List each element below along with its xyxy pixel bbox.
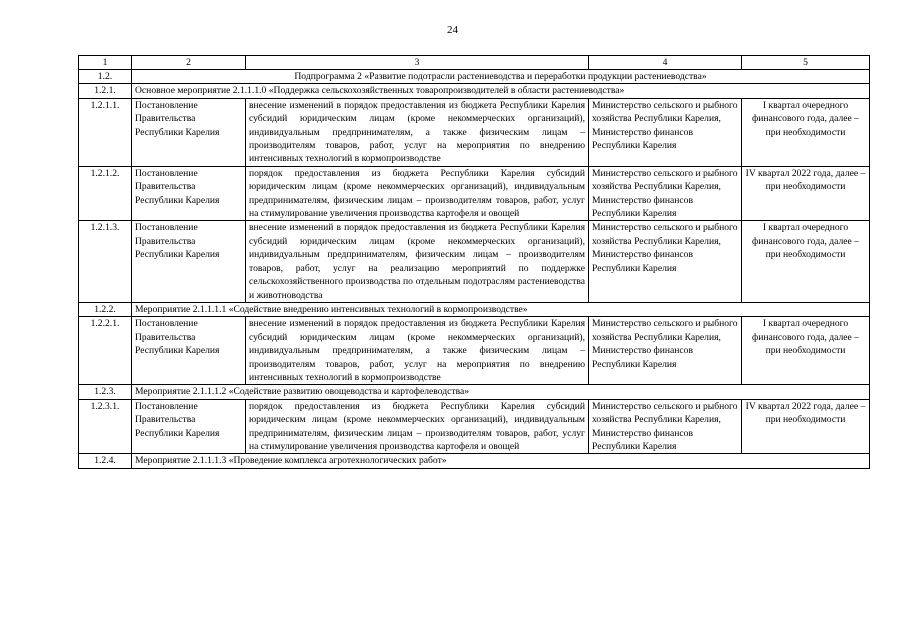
row-number: 1.2.1.1. [79, 98, 132, 166]
section-title: Мероприятие 2.1.1.1.3 «Проведение комплекса агротехнологических работ» [132, 454, 870, 468]
plan-table-body [79, 56, 870, 469]
row-number: 1.2.3.1. [79, 399, 132, 454]
item-row [79, 399, 870, 454]
document-type: Постановление Правительства Республики Карелия [132, 221, 246, 302]
document-type: Постановление Правительства Республики Карелия [132, 317, 246, 385]
deadline: I квартал очередного финансового года, далее – при необходимости [742, 221, 870, 302]
column-number: 1 [79, 56, 132, 70]
section-title: Основное мероприятие 2.1.1.1.0 «Поддержка сельскохозяйственных товаропроизводителей в области растениеводства» [132, 84, 870, 98]
row-number: 1.2.1.2. [79, 166, 132, 221]
column-number: 3 [246, 56, 589, 70]
act-content: внесение изменений в порядок предоставления из бюджета Республики Карелия субсидий юридическим лицам (кроме некоммерческих организаций), индивидуальным предпринимателям, физическим лицам – производителям товаров, работ, услуг на реализацию мероприятий по поддержке сельскохозяйственного производства по отдельным подотраслям растениеводства и животноводства [246, 221, 589, 302]
document-type: Постановление Правительства Республики Карелия [132, 166, 246, 221]
responsible-executors: Министерство сельского и рыбного хозяйства Республики Карелия, Министерство финансов Республики Карелия [589, 317, 742, 385]
act-content: порядок предоставления из бюджета Республики Карелия субсидий юридическим лицам (кроме некоммерческих организаций), индивидуальным предпринимателям, физическим лицам – производителям товаров, работ, услуг на стимулирование увеличения производства картофеля и овощей [246, 166, 589, 221]
column-number: 5 [742, 56, 870, 70]
section-row [79, 84, 870, 98]
document-type: Постановление Правительства Республики Карелия [132, 98, 246, 166]
section-row [79, 70, 870, 84]
row-number: 1.2. [79, 70, 132, 84]
row-number: 1.2.2. [79, 302, 132, 316]
responsible-executors: Министерство сельского и рыбного хозяйства Республики Карелия, Министерство финансов Республики Карелия [589, 221, 742, 302]
row-number: 1.2.4. [79, 454, 132, 468]
deadline: I квартал очередного финансового года, далее – при необходимости [742, 98, 870, 166]
section-row [79, 385, 870, 399]
section-title: Мероприятие 2.1.1.1.1 «Содействие внедрению интенсивных технологий в кормопроизводстве» [132, 302, 870, 316]
deadline: IV квартал 2022 года, далее – при необходимости [742, 399, 870, 454]
row-number: 1.2.2.1. [79, 317, 132, 385]
row-number: 1.2.3. [79, 385, 132, 399]
row-number: 1.2.1.3. [79, 221, 132, 302]
item-row [79, 166, 870, 221]
responsible-executors: Министерство сельского и рыбного хозяйства Республики Карелия, Министерство финансов Республики Карелия [589, 98, 742, 166]
deadline: IV квартал 2022 года, далее – при необходимости [742, 166, 870, 221]
item-row [79, 221, 870, 302]
deadline: I квартал очередного финансового года, далее – при необходимости [742, 317, 870, 385]
section-title: Подпрограмма 2 «Развитие подотрасли растениеводства и переработки продукции растениеводства» [132, 70, 870, 84]
document-type: Постановление Правительства Республики Карелия [132, 399, 246, 454]
section-row [79, 302, 870, 316]
responsible-executors: Министерство сельского и рыбного хозяйства Республики Карелия, Министерство финансов Республики Карелия [589, 166, 742, 221]
act-content: порядок предоставления из бюджета Республики Карелия субсидий юридическим лицам (кроме некоммерческих организаций), индивидуальным предпринимателям, физическим лицам – производителям товаров, работ, услуг на стимулирование увеличения производства картофеля и овощей [246, 399, 589, 454]
page-number: 24 [447, 24, 458, 36]
column-number-row [79, 56, 870, 70]
responsible-executors: Министерство сельского и рыбного хозяйства Республики Карелия, Министерство финансов Республики Карелия [589, 399, 742, 454]
act-content: внесение изменений в порядок предоставления из бюджета Республики Карелия субсидий юридическим лицам (кроме некоммерческих организаций), индивидуальным предпринимателям, а также физическим лицам – производителям товаров, работ, услуг на мероприятия по внедрению интенсивных технологий в кормопроизводстве [246, 98, 589, 166]
column-number: 4 [589, 56, 742, 70]
act-content: внесение изменений в порядок предоставления из бюджета Республики Карелия субсидий юридическим лицам (кроме некоммерческих организаций), индивидуальным предпринимателям, а также физическим лицам – производителям товаров, работ, услуг на мероприятия по внедрению интенсивных технологий в кормопроизводстве [246, 317, 589, 385]
section-title: Мероприятие 2.1.1.1.2 «Содействие развитию овощеводства и картофелеводства» [132, 385, 870, 399]
column-number: 2 [132, 56, 246, 70]
item-row [79, 317, 870, 385]
section-row [79, 454, 870, 468]
item-row [79, 98, 870, 166]
row-number: 1.2.1. [79, 84, 132, 98]
plan-table [78, 55, 870, 469]
